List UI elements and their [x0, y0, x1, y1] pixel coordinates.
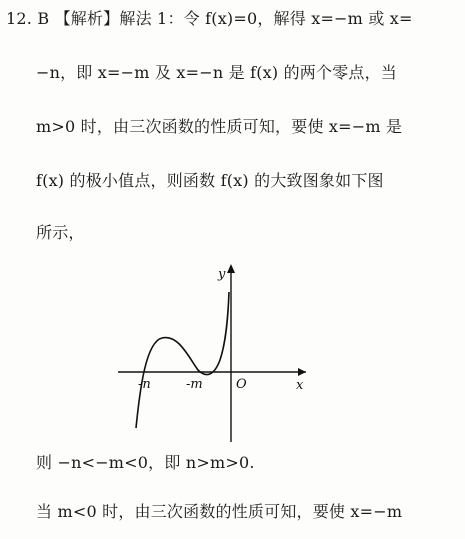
x-axis-label: x	[296, 378, 304, 393]
text-line-5: 所示，	[36, 223, 85, 242]
text-line-6: 则 −n<−m<0，即 n>m>0.	[36, 453, 255, 472]
x-axis-arrow-icon	[298, 368, 306, 376]
cubic-function-graph	[110, 258, 310, 448]
text-line-1: 12. B 【解析】解法 1：令 f(x)=0，解得 x=−m 或 x=	[6, 9, 413, 28]
root-m-label: -m	[186, 377, 203, 392]
text-line-2: −n，即 x=−m 及 x=−n 是 f(x) 的两个零点，当	[36, 63, 398, 82]
cubic-curve	[136, 292, 229, 428]
root-n-label: -n	[138, 377, 151, 392]
origin-label: O	[236, 377, 247, 392]
text-line-4: f(x) 的极小值点，则函数 f(x) 的大致图象如下图	[36, 171, 384, 190]
y-axis-arrow-icon	[227, 264, 235, 273]
y-axis-label: y	[218, 267, 226, 282]
text-line-7: 当 m<0 时，由三次函数的性质可知，要使 x=−m	[36, 502, 403, 521]
text-line-3: m>0 时，由三次函数的性质可知，要使 x=−m 是	[36, 117, 403, 136]
